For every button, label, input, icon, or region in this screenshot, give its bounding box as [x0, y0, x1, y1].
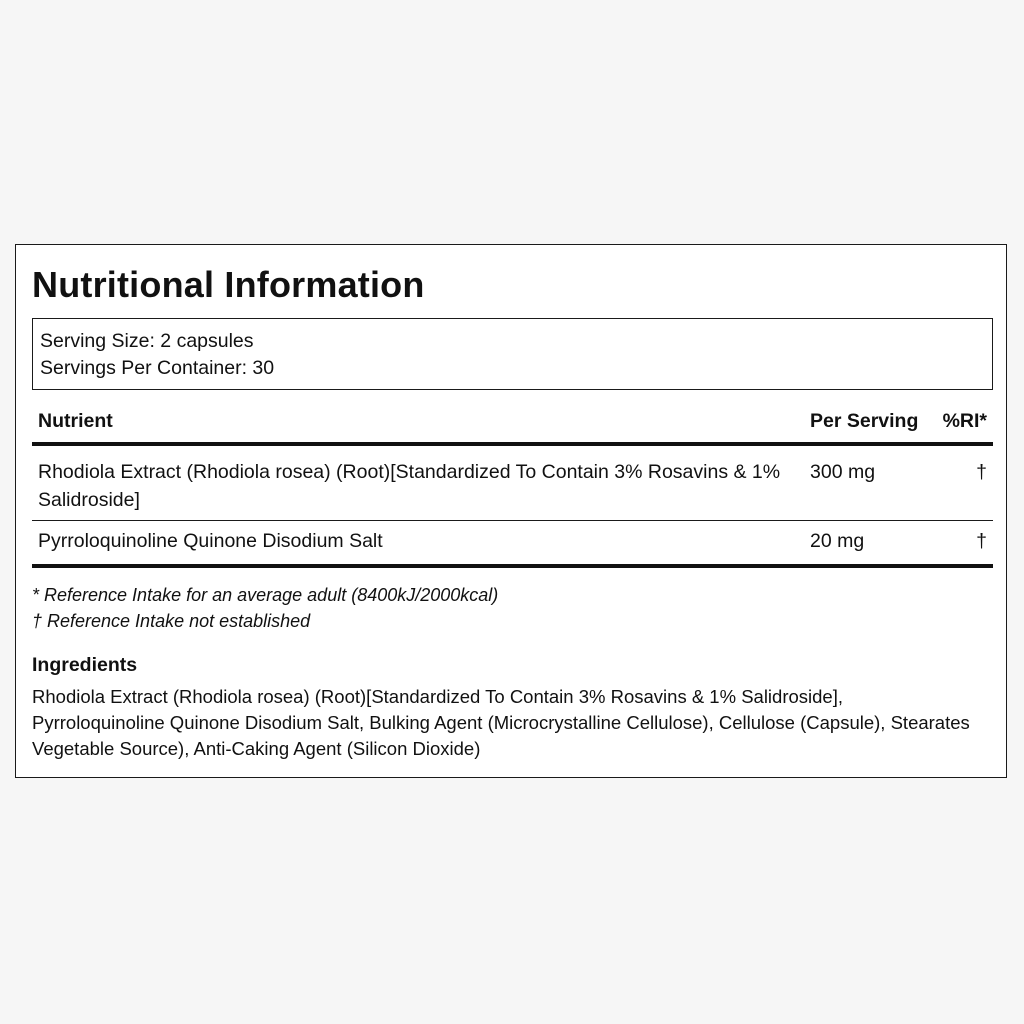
footnote-reference-intake: * Reference Intake for an average adult (8400kJ/2000kcal) [32, 585, 499, 605]
nutrient-amount: 300 mg [810, 461, 876, 483]
nutrition-panel [15, 244, 1007, 778]
nutrient-name: Rhodiola Extract (Rhodiola rosea) (Root)[Standardized To Contain 3% Rosavins & 1% Salidroside] [38, 461, 781, 511]
nutrient-ri: † [976, 530, 987, 552]
panel-title: Nutritional Information [32, 264, 425, 305]
nutrient-ri: † [976, 461, 987, 483]
header-nutrient: Nutrient [38, 410, 113, 432]
table-header [32, 408, 993, 446]
footnotes [32, 582, 498, 634]
nutrient-name: Pyrroloquinoline Quinone Disodium Salt [38, 530, 383, 552]
ingredients-heading: Ingredients [32, 654, 138, 676]
table-row [32, 458, 993, 521]
servings-per-container: Servings Per Container: 30 [40, 357, 275, 379]
header-ri: %RI* [942, 410, 987, 432]
ingredients-text: Rhodiola Extract (Rhodiola rosea) (Root)[Standardized To Contain 3% Rosavins & 1% Salidroside], Pyrroloquinoline Quinone Disodium Salt, Bulking Agent (Microcrystalline Cellulose), Cellulose (Capsule), Stearates Vegetable Source), Anti-Caking Agent (Silicon Dioxide) [32, 686, 970, 759]
footnote-not-established: † Reference Intake not established [32, 611, 311, 631]
header-per-serving: Per Serving [810, 410, 919, 432]
table-row [32, 527, 993, 568]
serving-size: Serving Size: 2 capsules [40, 330, 254, 352]
serving-info-box [32, 318, 993, 390]
nutrient-amount: 20 mg [810, 530, 865, 552]
